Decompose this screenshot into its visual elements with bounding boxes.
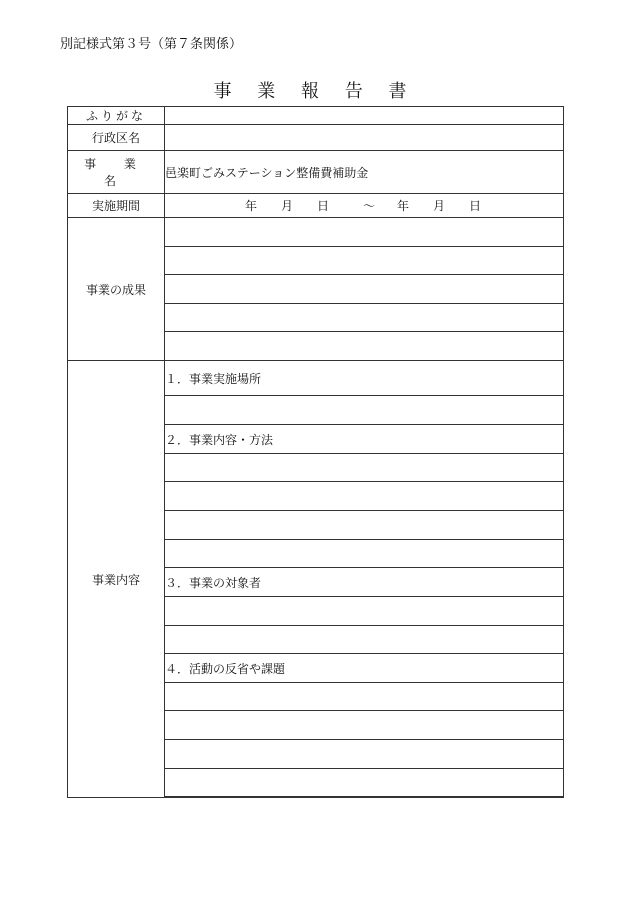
content-line-end (165, 797, 564, 798)
content-line[interactable] (165, 454, 564, 482)
admin-area-row (68, 125, 564, 151)
content-label: 事業内容 (68, 361, 165, 798)
page-title: 事 業 報 告 書 (213, 81, 417, 102)
content-line[interactable] (165, 711, 564, 740)
content-row (68, 361, 564, 396)
project-name-row (68, 151, 564, 194)
content-heading-method: ２．事業内容・方法 (165, 425, 564, 454)
furigana-field[interactable] (165, 107, 564, 125)
content-line[interactable] (165, 540, 564, 568)
period-start-year: 年 (245, 199, 258, 213)
period-tilde: ～ (363, 199, 376, 213)
period-end-month: 月 (433, 199, 446, 213)
period-start-day: 日 (317, 199, 330, 213)
period-start-month: 月 (281, 199, 294, 213)
admin-area-label: 行政区名 (68, 125, 165, 151)
content-heading-location: １．事業実施場所 (165, 361, 564, 396)
results-line[interactable] (165, 247, 564, 275)
results-line[interactable] (165, 275, 564, 304)
results-row (68, 218, 564, 247)
content-line[interactable] (165, 740, 564, 769)
content-line[interactable] (165, 683, 564, 711)
furigana-row (68, 107, 564, 125)
results-label: 事業の成果 (68, 218, 165, 361)
content-line[interactable] (165, 482, 564, 511)
content-heading-target: ３．事業の対象者 (165, 568, 564, 597)
report-form-table (67, 106, 564, 798)
admin-area-field[interactable] (165, 125, 564, 151)
form-number-label: 別記様式第３号（第７条関係） (60, 37, 243, 52)
period-row (68, 194, 564, 218)
results-line[interactable] (165, 304, 564, 332)
results-line[interactable] (165, 218, 564, 247)
project-name-field[interactable]: 邑楽町ごみステーション整備費補助金 (165, 151, 564, 194)
content-line[interactable] (165, 597, 564, 626)
content-line[interactable] (165, 396, 564, 425)
period-field[interactable] (165, 194, 564, 218)
content-line[interactable] (165, 769, 564, 797)
content-line[interactable] (165, 511, 564, 540)
period-label: 実施期間 (68, 194, 165, 218)
content-line[interactable] (165, 626, 564, 654)
content-heading-reflection: ４．活動の反省や課題 (165, 654, 564, 683)
period-end-year: 年 (397, 199, 410, 213)
period-end-day: 日 (469, 199, 482, 213)
furigana-label: ふりがな (68, 107, 165, 125)
project-name-label: 事 業 名 (68, 151, 165, 194)
results-line[interactable] (165, 332, 564, 361)
